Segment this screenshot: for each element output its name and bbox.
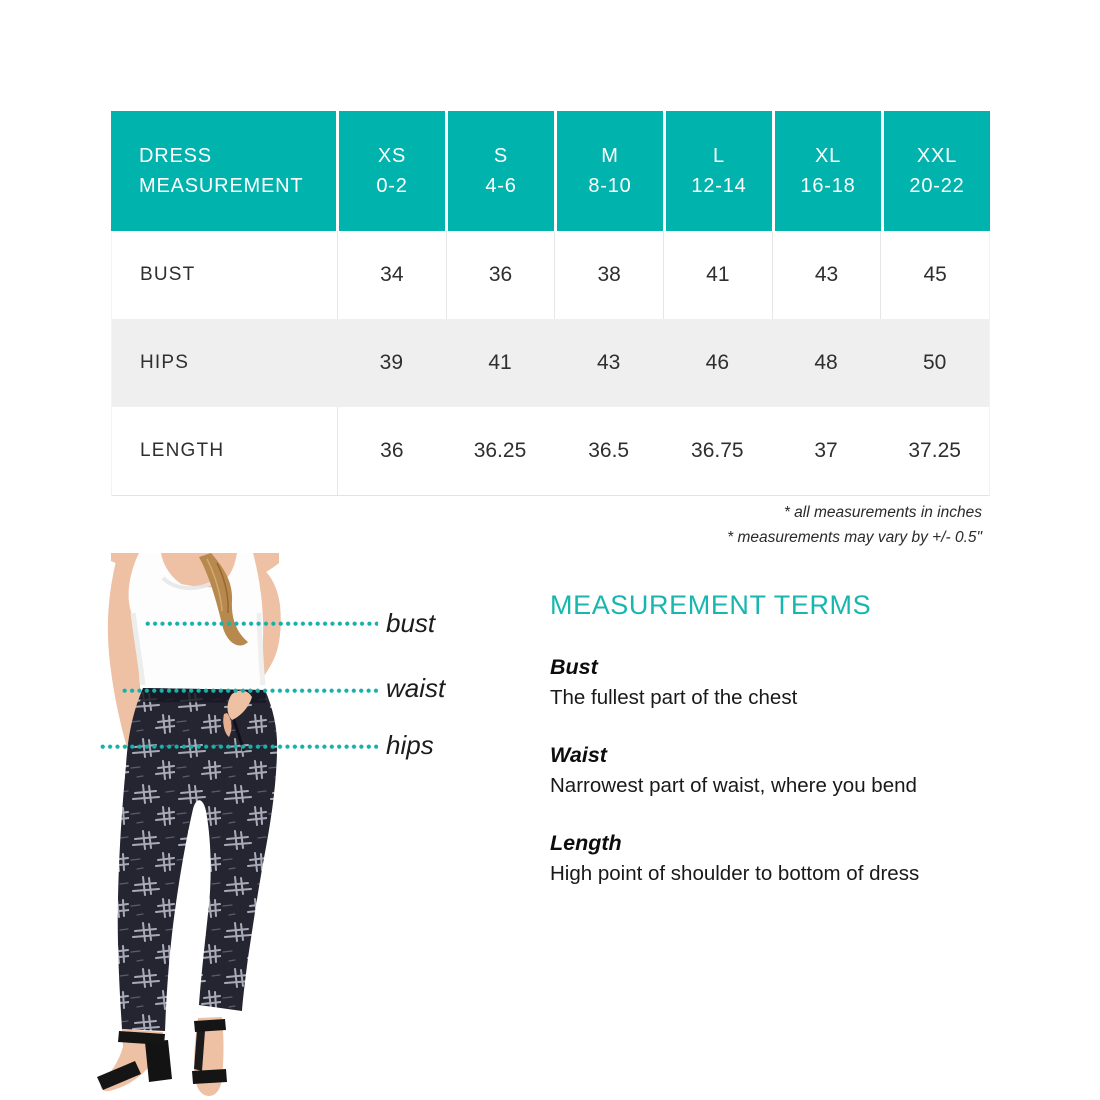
header-cell-s [445, 111, 554, 231]
cell-bust-s: 36 [446, 231, 555, 319]
hips-dotted-line [100, 744, 378, 750]
model-photo [83, 553, 383, 1100]
cell-hips-m: 43 [554, 319, 663, 407]
header-cell-m [554, 111, 663, 231]
size-label: XXL [916, 145, 958, 167]
term-name-bust: Bust [550, 655, 598, 679]
measurement-terms-section [550, 590, 1020, 918]
cell-bust-m: 38 [554, 231, 663, 319]
cell-bust-l: 41 [663, 231, 772, 319]
footnote-variance: * measurements may vary by +/- 0.5" [727, 529, 982, 546]
size-label: L [713, 145, 725, 167]
cell-hips-xxl: 50 [880, 319, 989, 407]
size-range: 16-18 [800, 175, 856, 197]
bust-dotted-line [145, 621, 378, 627]
size-range: 0-2 [376, 175, 408, 197]
header-cell-l [663, 111, 772, 231]
bust-line-label: bust [386, 608, 436, 638]
cell-length-xxl: 37.25 [880, 407, 989, 495]
measurement-terms-heading: MEASUREMENT TERMS [550, 590, 872, 620]
table-header-row [111, 111, 990, 231]
cell-length-s: 36.25 [446, 407, 555, 495]
cell-length-m: 36.5 [554, 407, 663, 495]
size-label: XL [814, 145, 842, 167]
hips-line-label: hips [386, 730, 434, 760]
row-label-bust: BUST [112, 231, 337, 319]
cell-bust-xs: 34 [337, 231, 446, 319]
header-cell-xs [336, 111, 445, 231]
row-label-hips: HIPS [112, 319, 337, 407]
header-cell-dress-measurement [111, 111, 336, 231]
size-label: M [601, 145, 619, 167]
cell-hips-xs: 39 [337, 319, 446, 407]
size-label: S [493, 145, 509, 167]
size-range: 12-14 [691, 175, 747, 197]
cell-hips-s: 41 [446, 319, 555, 407]
cell-length-xl: 37 [772, 407, 881, 495]
term-definition-bust: The fullest part of the chest [550, 686, 798, 709]
waist-line-label: waist [386, 673, 446, 703]
header-cell-xxl [881, 111, 990, 231]
term-definition-waist: Narrowest part of waist, where you bend [550, 774, 917, 797]
waist-dotted-line [122, 688, 378, 694]
term-bust [550, 654, 1020, 711]
cell-bust-xxl: 45 [880, 231, 989, 319]
footnotes [727, 500, 982, 550]
table-body [111, 231, 990, 496]
term-waist [550, 742, 1020, 799]
size-range: 4-6 [485, 175, 517, 197]
cell-length-l: 36.75 [663, 407, 772, 495]
table-row-bust [112, 231, 989, 319]
footnote-inches: * all measurements in inches [783, 504, 982, 521]
row-label-length: LENGTH [112, 407, 337, 495]
size-range: 8-10 [588, 175, 632, 197]
size-chart-table [111, 111, 990, 496]
header-cell-xl [772, 111, 881, 231]
cell-length-xs: 36 [337, 407, 446, 495]
size-label: XS [377, 145, 407, 167]
term-length [550, 830, 1020, 887]
cell-bust-xl: 43 [772, 231, 881, 319]
cell-hips-l: 46 [663, 319, 772, 407]
term-name-waist: Waist [550, 743, 607, 767]
size-range: 20-22 [909, 175, 965, 197]
header-label-line2: MEASUREMENT [139, 175, 304, 197]
term-definition-length: High point of shoulder to bottom of dress [550, 862, 920, 885]
term-name-length: Length [550, 831, 622, 855]
header-label-line1: DRESS [139, 145, 212, 167]
table-row-hips [112, 319, 989, 407]
cell-hips-xl: 48 [772, 319, 881, 407]
table-row-length [112, 407, 989, 495]
